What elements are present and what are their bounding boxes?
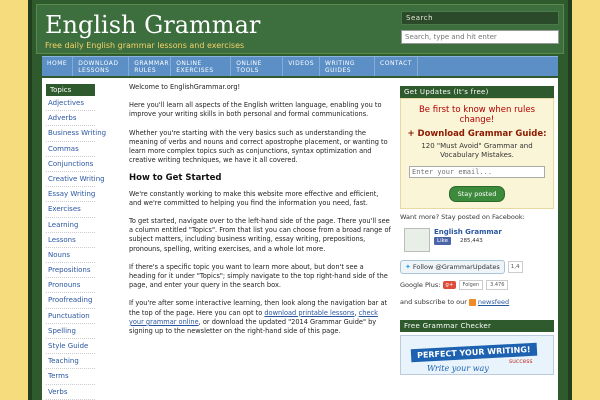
get-started-heading: How to Get Started xyxy=(129,173,222,184)
newsletter-box xyxy=(400,98,554,209)
site-tagline: Free daily English grammar lessons and exercises xyxy=(45,41,245,50)
search-paragraph: If there's a specific topic you want to learn more about, but don't see a heading for it under "Topics"; simply navigate to the top right-hand side of the page, and enter your query in the search box. xyxy=(129,262,388,290)
topic-link[interactable]: Terms xyxy=(46,369,95,384)
site-header xyxy=(36,4,564,54)
topic-link[interactable]: Business Writing xyxy=(46,126,95,141)
search-heading: Search xyxy=(401,11,559,25)
topic-link[interactable]: Proofreading xyxy=(46,293,95,308)
topics-sidebar xyxy=(42,84,107,400)
nav-online-tools[interactable]: ONLINE TOOLS xyxy=(231,57,283,76)
right-sidebar xyxy=(400,86,554,375)
google-plus-row xyxy=(400,280,554,290)
search-widget xyxy=(401,11,559,51)
stay-posted-button[interactable]: Stay posted xyxy=(449,186,506,202)
welcome-text: Welcome to EnglishGrammar.org! xyxy=(129,83,241,91)
interactive-text-b: , xyxy=(354,308,359,317)
nav-contact[interactable]: CONTACT xyxy=(375,57,418,76)
subscribe-row xyxy=(400,298,554,306)
twitter-follow-label: Follow @GrammarUpdates xyxy=(412,263,500,271)
interactive-paragraph xyxy=(129,299,391,336)
nav-writing-guides[interactable]: WRITING GUIDES xyxy=(320,57,375,76)
google-plus-follow-button[interactable]: Folgen xyxy=(459,280,484,290)
topic-link[interactable]: Essay Writing xyxy=(46,187,95,202)
email-field[interactable] xyxy=(409,166,545,178)
facebook-page-thumbnail[interactable] xyxy=(404,228,430,252)
rss-icon[interactable] xyxy=(469,299,476,306)
first-to-know-text: Be first to know when rules change! xyxy=(418,105,536,125)
topic-link[interactable]: Learning xyxy=(46,218,95,233)
nav-home[interactable]: HOME xyxy=(42,57,73,76)
interactive-text-c: , or download the updated "2014 Grammar Guide" by signing up to the newsletter on the right-hand side of this page. xyxy=(129,317,377,336)
google-plus-count: 3.476 xyxy=(486,280,508,290)
topic-link[interactable]: Lessons xyxy=(46,233,95,248)
google-plus-label: Google Plus: xyxy=(400,281,441,289)
grammar-checker-banner[interactable] xyxy=(400,335,554,375)
facebook-prompt: Want more? Stay posted on Facebook: xyxy=(400,213,525,221)
updates-heading: Get Updates (It's free) xyxy=(400,86,554,98)
topic-link[interactable]: Spelling xyxy=(46,324,95,339)
committed-paragraph: We're constantly working to make this website more effective and efficient, and we're committed to helping you find the information you need, fast. xyxy=(129,189,379,207)
facebook-like-button[interactable]: Like xyxy=(434,237,451,245)
basics-paragraph: Whether you're starting with the very basics such as understanding the meaning of verbs and nouns and correct apostrophe placement, or wanting to learn more complex topics such as conjunctions, syntax optimization and creative writing techniques, we have it all covered. xyxy=(129,128,388,165)
nav-online-exercises[interactable]: ONLINE EXERCISES xyxy=(171,57,231,76)
facebook-widget xyxy=(400,226,554,254)
topic-link[interactable]: Punctuation xyxy=(46,309,95,324)
twitter-follower-count: 1,4 xyxy=(508,261,523,273)
banner-title: PERFECT YOUR WRITING! xyxy=(411,343,537,363)
nav-grammar-rules[interactable]: GRAMMAR RULES xyxy=(129,57,171,76)
topic-link[interactable]: Teaching xyxy=(46,354,95,369)
intro-paragraph: Here you'll learn all aspects of the English written language, enabling you to improve your writing skills in both personal and formal communications. xyxy=(129,101,382,119)
facebook-like-count: 285,443 xyxy=(460,238,483,244)
download-lessons-link[interactable]: download printable lessons xyxy=(264,308,355,317)
subscribe-text: and subscribe to our xyxy=(400,298,467,306)
nav-videos[interactable]: VIDEOS xyxy=(283,57,320,76)
grammar-checker-heading: Free Grammar Checker xyxy=(400,320,554,332)
twitter-follow-button[interactable] xyxy=(400,260,505,274)
topic-link[interactable]: Exercises xyxy=(46,202,95,217)
interactive-text-a: If you're after some interactive learning, then look along the navigation bar at the top of the page. Here you can opt to xyxy=(129,299,388,317)
search-input[interactable] xyxy=(401,30,559,44)
topic-link[interactable]: Adjectives xyxy=(46,96,95,111)
topic-link[interactable]: Nouns xyxy=(46,248,95,263)
twitter-bird-icon: ✦ xyxy=(405,263,411,271)
nav-download-lessons[interactable]: DOWNLOAD LESSONS xyxy=(73,57,129,76)
topic-link[interactable]: Commas xyxy=(46,142,95,157)
topic-link[interactable]: Style Guide xyxy=(46,339,95,354)
topic-link[interactable]: Conjunctions xyxy=(46,157,95,172)
topics-heading: Topics xyxy=(46,84,95,96)
topics-list xyxy=(46,96,107,400)
topic-link[interactable]: Adverbs xyxy=(46,111,95,126)
main-article xyxy=(129,83,391,345)
banner-script-text: Write your way xyxy=(427,364,489,373)
check-grammar-link[interactable]: check your grammar online xyxy=(129,308,378,326)
banner-success-text: success xyxy=(509,358,533,365)
must-avoid-text: 120 "Must Avoid" Grammar and Vocabulary Mistakes. xyxy=(421,142,533,159)
topic-link[interactable]: Verbs xyxy=(46,385,95,400)
site-title[interactable]: English Grammar xyxy=(45,11,261,39)
topic-link[interactable]: Creative Writing xyxy=(46,172,95,187)
google-plus-icon[interactable]: g+ xyxy=(445,282,454,288)
topic-link[interactable]: Prepositions xyxy=(46,263,95,278)
navigate-paragraph: To get started, navigate over to the left-hand side of the page. There you'll see a column entitled "Topics". From that list you can choose from a broad range of subject matters, including business writing, essay writing, prepositions, pronouns, spelling, writing exercises, and a whole lot more. xyxy=(129,217,391,253)
twitter-row xyxy=(400,260,554,274)
facebook-page-name[interactable]: English Grammar xyxy=(434,228,502,236)
newsfeed-link[interactable]: newsfeed xyxy=(477,298,510,306)
topic-link[interactable]: Pronouns xyxy=(46,278,95,293)
main-nav xyxy=(42,56,558,76)
download-guide-text: + Download Grammar Guide: xyxy=(407,129,547,139)
